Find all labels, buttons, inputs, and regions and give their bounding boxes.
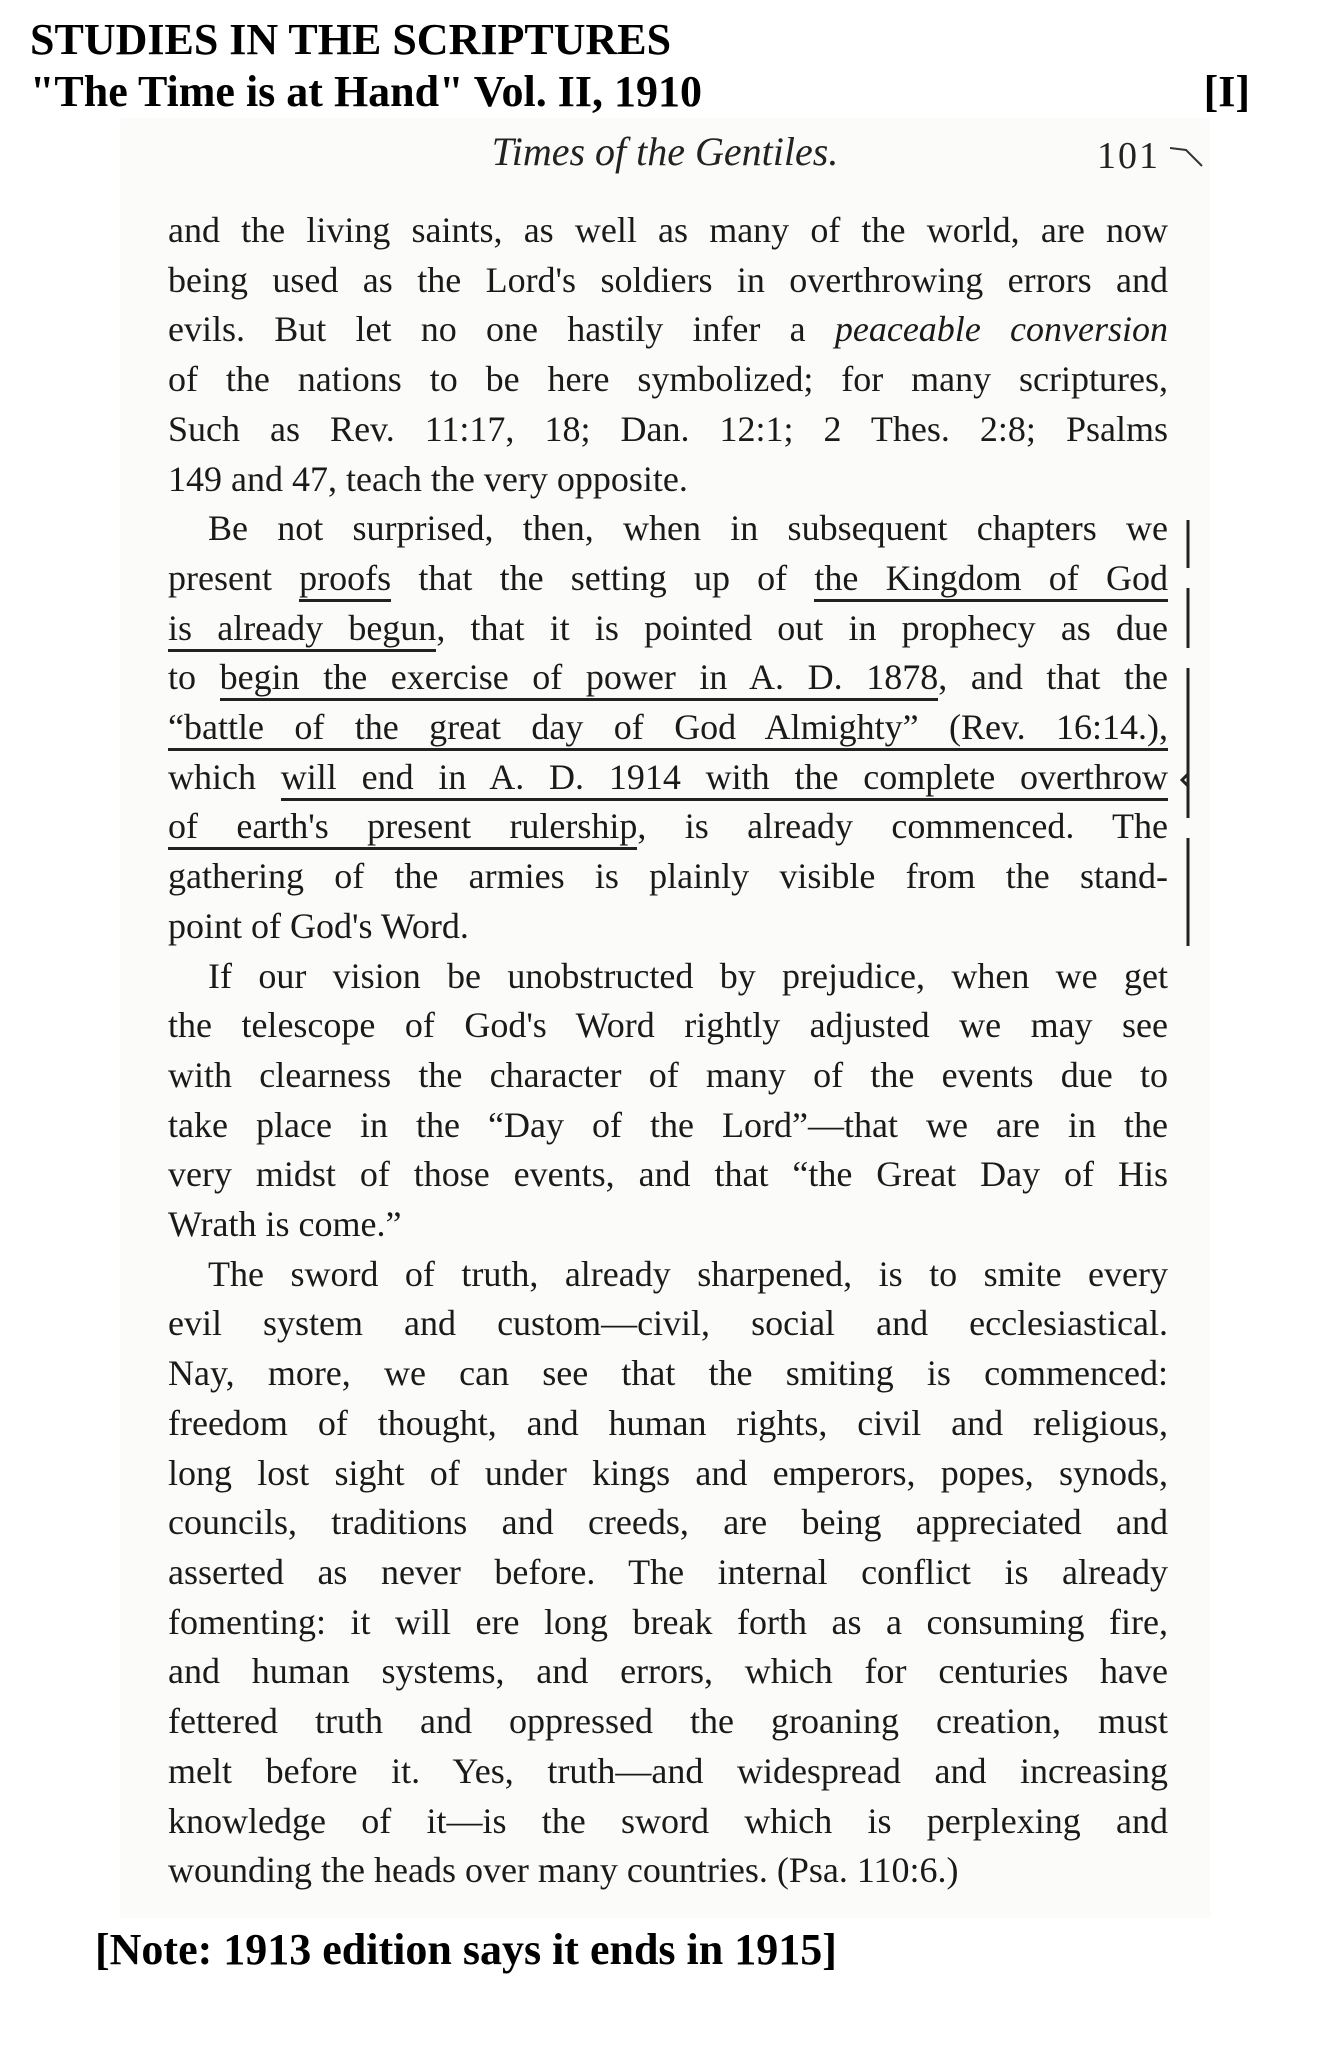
underlined-phrase: proofs <box>299 558 391 602</box>
text-run: , and that the <box>938 657 1168 698</box>
text-line: with clearness the character of many of the events due to <box>168 1054 1168 1095</box>
text-line: melt before it. Yes, truth—and widespread and increasing <box>168 1750 1168 1791</box>
text-line <box>168 305 1168 355</box>
text-line: point of God's Word. <box>168 905 469 946</box>
header-marker: [I] <box>1203 67 1250 116</box>
text-line <box>168 653 1168 703</box>
underlined-phrase: “battle of the great day of God Almighty” (Rev. 16:14.), <box>168 707 1168 751</box>
text-line: wounding the heads over many countries. (Psa. 110:6.) <box>168 1850 959 1891</box>
text-line: freedom of thought, and human rights, civil and religious, <box>168 1402 1168 1443</box>
text-run: , is already commenced. The <box>637 806 1168 847</box>
text-line <box>168 802 1168 852</box>
italic-phrase: peaceable conversion <box>834 309 1168 350</box>
header-title: STUDIES IN THE SCRIPTURES <box>30 15 672 64</box>
text-line: fettered truth and oppressed the groaning creation, must <box>168 1701 1168 1742</box>
text-line: The sword of truth, already sharpened, is to smite every <box>208 1253 1168 1294</box>
text-line: very midst of those events, and that “the Great Day of His <box>168 1154 1168 1195</box>
editor-note: [Note: 1913 edition says it ends in 1915] <box>95 1925 837 1974</box>
text-line: Wrath is come.” <box>168 1204 402 1245</box>
text-line: Such as Rev. 11:17, 18; Dan. 12:1; 2 Thes. 2:8; Psalms <box>168 408 1168 449</box>
text-run: , that it is pointed out in prophecy as due <box>436 607 1168 648</box>
text-line <box>168 554 1168 604</box>
text-run: which <box>168 756 281 797</box>
body-text <box>168 206 1168 1896</box>
text-line: the telescope of God's Word rightly adjusted we may see <box>168 1005 1168 1046</box>
text-line: knowledge of it—is the sword which is perplexing and <box>168 1800 1168 1841</box>
text-run: that the setting up of <box>391 557 815 598</box>
text-line <box>168 703 1168 753</box>
text-line <box>168 604 1168 654</box>
text-line <box>168 753 1168 803</box>
text-line: asserted as never before. The internal conflict is already <box>168 1551 1168 1592</box>
text-line: fomenting: it will ere long break forth as a consuming fire, <box>168 1601 1168 1642</box>
margin-bracket-mark <box>1180 518 1210 948</box>
header-subtitle: "The Time is at Hand" Vol. II, 1910 <box>30 67 702 116</box>
underlined-phrase: the Kingdom of God <box>814 558 1168 602</box>
text-line: of the nations to be here symbolized; for many scriptures, <box>168 359 1168 400</box>
scanned-page <box>120 118 1210 1918</box>
underlined-phrase: begin the exercise of power in A. D. 1878 <box>220 657 939 701</box>
text-line: councils, traditions and creeds, are being appreciated and <box>168 1502 1168 1543</box>
running-head: Times of the Gentiles. <box>491 129 839 174</box>
text-run: evils. But let no one hastily infer a <box>168 309 835 350</box>
text-line: 149 and 47, teach the very opposite. <box>168 458 688 499</box>
underlined-phrase: is already begun <box>168 608 436 652</box>
text-run: present <box>168 557 300 598</box>
text-line: gathering of the armies is plainly visible from the stand- <box>168 856 1168 897</box>
text-run: to <box>168 657 220 698</box>
text-line: take place in the “Day of the Lord”—that we are in the <box>168 1104 1168 1145</box>
text-line: and human systems, and errors, which for centuries have <box>168 1651 1168 1692</box>
text-line: If our vision be unobstructed by prejudice, when we get <box>208 955 1168 996</box>
text-line: Nay, more, we can see that the smiting is commenced: <box>168 1353 1168 1394</box>
text-line: evil system and custom—civil, social and ecclesiastical. <box>168 1303 1168 1344</box>
underlined-phrase: will end in A. D. 1914 with the complete overthrow <box>281 757 1168 801</box>
text-line: long lost sight of under kings and emperors, popes, synods, <box>168 1452 1168 1493</box>
text-line: being used as the Lord's soldiers in overthrowing errors and <box>168 259 1168 300</box>
page-number: 101 <box>1097 135 1160 177</box>
underlined-phrase: of earth's present rulership <box>168 806 637 850</box>
text-line: Be not surprised, then, when in subsequent chapters we <box>208 508 1168 549</box>
text-line: and the living saints, as well as many of the world, are now <box>168 210 1168 250</box>
page-corner-mark <box>1168 144 1204 168</box>
